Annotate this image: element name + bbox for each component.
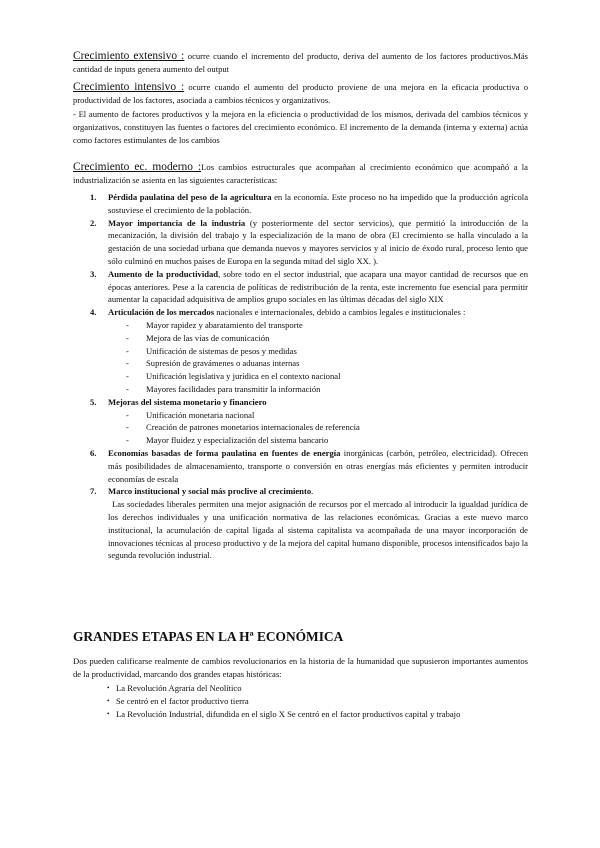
list-item	[73, 485, 528, 562]
list-item	[73, 191, 528, 217]
sub-list-item: - Mayor fluidez y especialización del sistema bancario	[126, 434, 528, 447]
item-title: Marco institucional y social más proclive al crecimiento	[108, 486, 312, 497]
item-text: nacionales e internacionales, debido a cambios legales e institucionales :	[214, 307, 466, 318]
sub-list-item: - Mayor rapidez y abaratamiento del transporte	[126, 319, 528, 332]
item-title: Articulación de los mercados	[108, 307, 215, 318]
list-item	[73, 447, 528, 485]
item-title: Economías basadas de forma paulatina en fuentes de energía	[108, 447, 341, 458]
sub-list-item: - Unificación de sistemas de pesos y medidas	[126, 345, 528, 358]
stages-bullet-list	[107, 682, 537, 720]
item-number: 7.	[90, 486, 97, 497]
item-number: 6.	[90, 447, 97, 458]
growth-characteristics-list	[73, 191, 528, 562]
sub-list-item: - Unificación monetaria nacional	[126, 409, 528, 422]
item-number: 5.	[90, 396, 97, 407]
item-text: , sobre todo en el sector industrial, que acapara una mayor cantidad de recursos que en épocas anteriores. Pese a la carencia de políticas de redistribución de la renta, este incremento fue esencial para permitir aumentar la capacidad adquisitiva de amplios grupo sociales en las últimas décadas del siglo XIX	[108, 268, 528, 305]
item-title: Mayor importancia de la industria	[108, 217, 246, 228]
institutional-framework-text: Las sociedades liberales permiten una mejor asignación de recursos por el mercado al introducir la igualdad jurídica de los derechos individuales y una unificación normativa de las relaciones económicas. Gracias a este nuevo marco institucional, la acumulación de capital ligada al sistema capitalista va acompañada de una mayor incorporación de innovaciones técnicas al proceso productivo y de la mejora del capital humano disponible, procesos intensificados bajo la segunda revolución industrial.	[108, 499, 528, 561]
modern-growth-paragraph	[73, 161, 528, 187]
item-number: 3.	[90, 268, 97, 279]
item-number: 2.	[90, 217, 97, 228]
market-measures-list	[126, 319, 528, 396]
item-title: Pérdida paulatina del peso de la agricultura	[108, 192, 272, 202]
list-item	[73, 268, 528, 306]
list-item	[73, 306, 528, 396]
monetary-measures-list	[126, 409, 528, 447]
modern-growth-term: Crecimiento ec. moderno :	[73, 161, 202, 173]
extensive-growth-text: ocurre cuando el incremento del producto, deriva del aumento de los factores productivos.Más cantidad de inputs genera aumento del output	[73, 51, 528, 74]
bullet-item: • Se centró en el factor productivo tierra	[107, 695, 537, 708]
intensive-growth-term: Crecimiento intensivo :	[73, 81, 185, 93]
item-title: Aumento de la productividad	[108, 268, 219, 279]
item-text: en la economía. Este proceso no ha impedido que la producción agrícola sostuviese el crecimiento de la población.	[108, 192, 529, 215]
item-number: 4.	[90, 307, 97, 318]
sub-list-item: - Supresión de gravámenes o aduanas internas	[126, 357, 528, 370]
sub-list-item: - Creación de patrones monetarios internacionales de referencia	[126, 421, 528, 434]
section-title: GRANDES ETAPAS EN LA Hª ECONÓMICA	[73, 629, 344, 644]
sub-list-item: - Mayores facilidades para transmitir la información	[126, 383, 528, 396]
intensive-growth-text: ocurre cuando el aumento del producto proviene de una mejora en la eficacia productiva o productividad de los factores, asociada a cambios técnicos y organizativos.	[73, 82, 528, 105]
extensive-growth-term: Crecimiento extensivo :	[73, 50, 185, 62]
item-title: Mejoras del sistema monetario y financiero	[108, 396, 267, 407]
intensive-growth-paragraph	[73, 81, 528, 107]
bullet-item: • La Revolución Industrial, difundida en el siglo X Se centró en el factor productivos capital y trabajo	[107, 708, 537, 721]
institutional-framework-paragraph	[108, 498, 528, 562]
growth-sources-note: - El aumento de factores productivos y la mejora en la eficiencia o productividad de los mismos, derivada del cambios técnicos y organizativos, constituyen las fuentes o factores del crecimiento económico. El incremento de la demanda (interna y externa) actúa como factores estimulantes de los cambios	[73, 109, 528, 145]
bullet-item: • La Revolución Agraria del Neolítico	[107, 682, 537, 695]
sub-list-item: - Unificación legislativa y jurídica en el contexto nacional	[126, 370, 528, 383]
extensive-growth-paragraph	[73, 50, 528, 76]
list-item	[73, 217, 528, 268]
item-number: 1.	[90, 192, 97, 202]
item-text: inorgánicas (carbón, petróleo, electricidad). Ofrecen más posibilidades de almacenamiento, transporte o conversión en otras energías más eficientes y permiten introducir economías de escala	[108, 447, 529, 484]
stages-intro: Dos pueden calificarse realmente de cambios revolucionarios en la historia de la humanidad que supusieron importantes aumentos de la productividad, marcando dos grandes etapas históricas:	[73, 656, 528, 679]
item-text: (y posteriormente del sector servicios), que permitió la introducción de la mecanización, la división del trabajo y la especialización de la mano de obra (El crecimiento se halla vinculado a la gestación de una sociedad urbana que demanda nuevos y mayores servicios y al inicio de éxodo rural, proceso lento que sólo culminó en muchos países de Europa en la segunda mitad del siglo XX. ).	[108, 217, 529, 266]
sub-list-item: - Mejora de las vías de comunicación	[126, 332, 528, 345]
item-text: .	[311, 486, 314, 497]
modern-growth-text: Los cambios estructurales que acompañan al crecimiento económico que acompañó a la industrialización se asienta en las siguientes características:	[73, 162, 528, 185]
list-item	[73, 396, 528, 447]
